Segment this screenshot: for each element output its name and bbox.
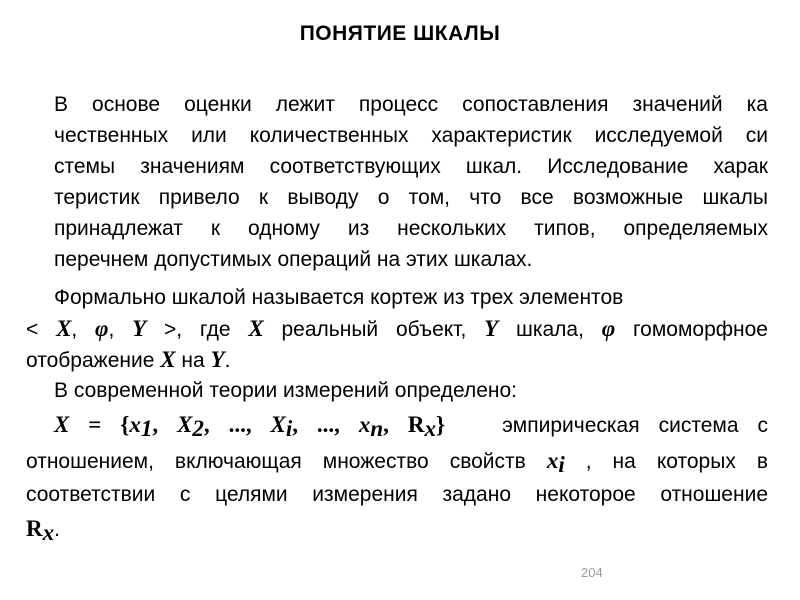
symbol-y: Y: [210, 347, 225, 372]
text-line: перечнем допустимых операций на этих шкалах.: [54, 248, 533, 271]
symbol-x2: X: [177, 412, 193, 437]
symbol-phi: φ: [95, 316, 109, 341]
text-line: В основе оценки лежит процесс сопоставления значений ка: [54, 93, 768, 116]
text-fragment: ,: [108, 318, 133, 341]
symbol-x1: x: [129, 412, 141, 437]
paragraph-line: [26, 512, 768, 546]
symbol-x: X: [248, 316, 264, 341]
text-fragment: , ...,: [203, 412, 271, 437]
symbol-x: X: [54, 412, 70, 437]
text-line: стемы значениям соответствующих шкал. Исследование харак: [54, 155, 768, 178]
paragraph-empirical-system-cont: [26, 444, 768, 546]
paragraph-line: [26, 478, 768, 512]
text-fragment: реальный объект,: [263, 318, 485, 341]
symbol-phi: φ: [601, 316, 616, 341]
page-number: 204: [581, 565, 603, 580]
paragraph-empirical-system: [54, 408, 768, 442]
paragraph-line: [54, 375, 768, 406]
text-line: соответствии с целями измерения задано некоторое отношение: [26, 483, 768, 506]
text-fragment: , на которых в: [564, 450, 768, 473]
paragraph-formal-definition-cont: [26, 313, 768, 375]
text-fragment: , ...,: [292, 412, 359, 437]
symbol-x: X: [160, 347, 176, 372]
text-fragment: на: [175, 349, 211, 372]
symbol-xi: x: [546, 448, 559, 473]
text-fragment: ,: [152, 412, 178, 437]
paragraph-line: [54, 89, 768, 120]
text-fragment: ,: [71, 318, 96, 341]
text-fragment: отображение: [26, 349, 161, 372]
text-fragment: }: [435, 412, 446, 437]
symbol-rx: R: [407, 412, 425, 437]
text-line: чественных или количественных характеристик исследуемой си: [54, 124, 768, 147]
paragraph-line: [54, 151, 768, 182]
text-line: Формально шкалой называется кортеж из трех элементов: [54, 286, 624, 309]
slide-title: ПОНЯТИЕ ШКАЛЫ: [299, 22, 501, 45]
symbol-xn: x: [358, 412, 371, 437]
paragraph-line: [54, 120, 768, 151]
symbol-rx: R: [26, 516, 43, 541]
text-line: теристик привело к выводу о том, что все возможные шкалы: [54, 186, 768, 209]
text-fragment: >, где: [146, 318, 249, 341]
text-line: В современной теории измерений определено:: [54, 379, 517, 402]
subscript: n: [370, 416, 384, 441]
subscript: 2: [192, 416, 204, 441]
text-fragment: отношением, включающая множество свойств: [26, 450, 547, 473]
text-fragment: <: [26, 318, 57, 341]
paragraph-line: [26, 344, 768, 375]
paragraph-line: [26, 444, 768, 478]
text-line: принадлежат к одному из нескольких типов, определяемых: [54, 217, 768, 240]
text-fragment: .: [54, 518, 60, 541]
symbol-y: Y: [132, 316, 147, 341]
subscript: i: [558, 452, 565, 477]
paragraph-line: [54, 213, 768, 244]
subscript: i: [285, 416, 293, 441]
subscript: 1: [140, 416, 153, 441]
symbol-y: Y: [484, 316, 499, 341]
paragraph-line: [54, 182, 768, 213]
paragraph-line: [54, 408, 768, 442]
subscript: x: [424, 416, 436, 441]
paragraph-line: [54, 244, 768, 275]
symbol-xi: X: [270, 412, 286, 437]
text-fragment: шкала,: [498, 318, 602, 341]
paragraph-formal-definition: [54, 282, 768, 313]
paragraph-scale-definition-intro: [54, 89, 768, 275]
text-fragment: = {: [69, 412, 130, 437]
text-fragment: гомоморфное: [615, 318, 768, 341]
paragraph-measurement-theory: [54, 375, 768, 406]
text-fragment: эмпирическая система с: [502, 414, 769, 437]
text-fragment: ,: [383, 412, 408, 437]
paragraph-line: [54, 282, 768, 313]
paragraph-line: [26, 313, 768, 344]
symbol-x: X: [56, 316, 72, 341]
text-fragment: .: [224, 349, 231, 372]
subscript: x: [42, 520, 55, 545]
